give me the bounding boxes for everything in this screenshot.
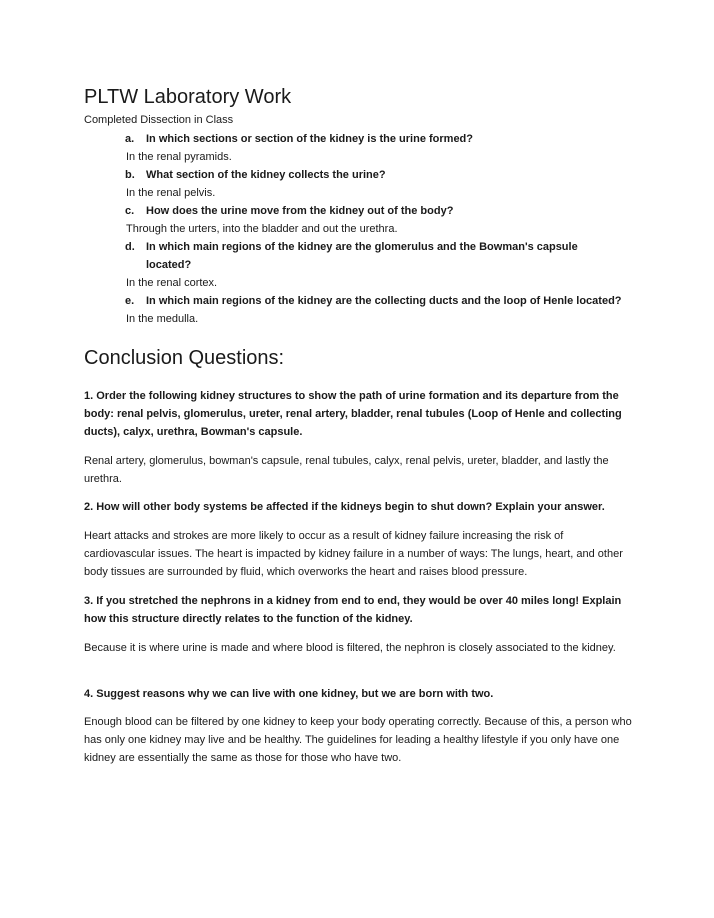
- lab-answer: In the renal pyramids.: [126, 151, 232, 163]
- conclusion-question: 2. How will other body systems be affected if the kidneys begin to shut down? Explain your answer.: [84, 501, 605, 513]
- intro-text: Completed Dissection in Class: [84, 114, 234, 126]
- conclusion-answer: Because it is where urine is made and where blood is filtered, the nephron is closely associated to the kidney.: [84, 642, 616, 654]
- page-title: PLTW Laboratory Work: [84, 86, 292, 108]
- lab-question: In which main regions of the kidney are the collecting ducts and the loop of Henle located?: [146, 295, 622, 307]
- lab-question: In which main regions of the kidney are the glomerulus and the Bowman's capsule located?: [146, 241, 578, 271]
- lab-answer: In the renal cortex.: [126, 277, 218, 289]
- conclusion-answer: Enough blood can be filtered by one kidney to keep your body operating correctly. Because of this, a person who has only one kidney may live and be healthy. The guidelines for leading a healthy lifestyle if you only have one kidney are essentially the same as those for those who have two.: [84, 716, 632, 764]
- lab-answer: Through the urters, into the bladder and out the urethra.: [126, 223, 398, 235]
- lab-answer: In the medulla.: [126, 313, 199, 325]
- conclusion-question: 3. If you stretched the nephrons in a kidney from end to end, they would be over 40 miles long! Explain how this structure directly relates to the function of the kidney.: [84, 595, 622, 625]
- question-letter: e.: [125, 295, 135, 307]
- question-letter: a.: [125, 133, 135, 145]
- lab-question: How does the urine move from the kidney out of the body?: [146, 205, 454, 217]
- conclusion-answer: Renal artery, glomerulus, bowman's capsule, renal tubules, calyx, renal pelvis, ureter, bladder, and lastly the urethra.: [84, 455, 609, 485]
- question-letter: d.: [125, 241, 135, 253]
- question-letter: b.: [125, 169, 135, 181]
- conclusion-question: 1. Order the following kidney structures to show the path of urine formation and its departure from the body: renal pelvis, glomerulus, ureter, renal artery, bladder, renal tubules (Loop of Henle and collecting ducts), calyx, urethra, Bowman's capsule.: [84, 390, 622, 438]
- conclusion-answer: Heart attacks and strokes are more likely to occur as a result of kidney failure increasing the risk of cardiovascular issues. The heart is impacted by kidney failure in a number of ways: The lungs, heart, and other body tissues are surrounded by fluid, which overworks the heart and raises blood pressure.: [84, 530, 623, 578]
- lab-question: In which sections or section of the kidney is the urine formed?: [146, 133, 473, 145]
- lab-question: What section of the kidney collects the urine?: [146, 169, 386, 181]
- conclusion-heading: Conclusion Questions:: [84, 347, 285, 369]
- conclusion-question: 4. Suggest reasons why we can live with one kidney, but we are born with two.: [84, 688, 494, 700]
- lab-answer: In the renal pelvis.: [126, 187, 216, 199]
- question-letter: c.: [125, 205, 135, 217]
